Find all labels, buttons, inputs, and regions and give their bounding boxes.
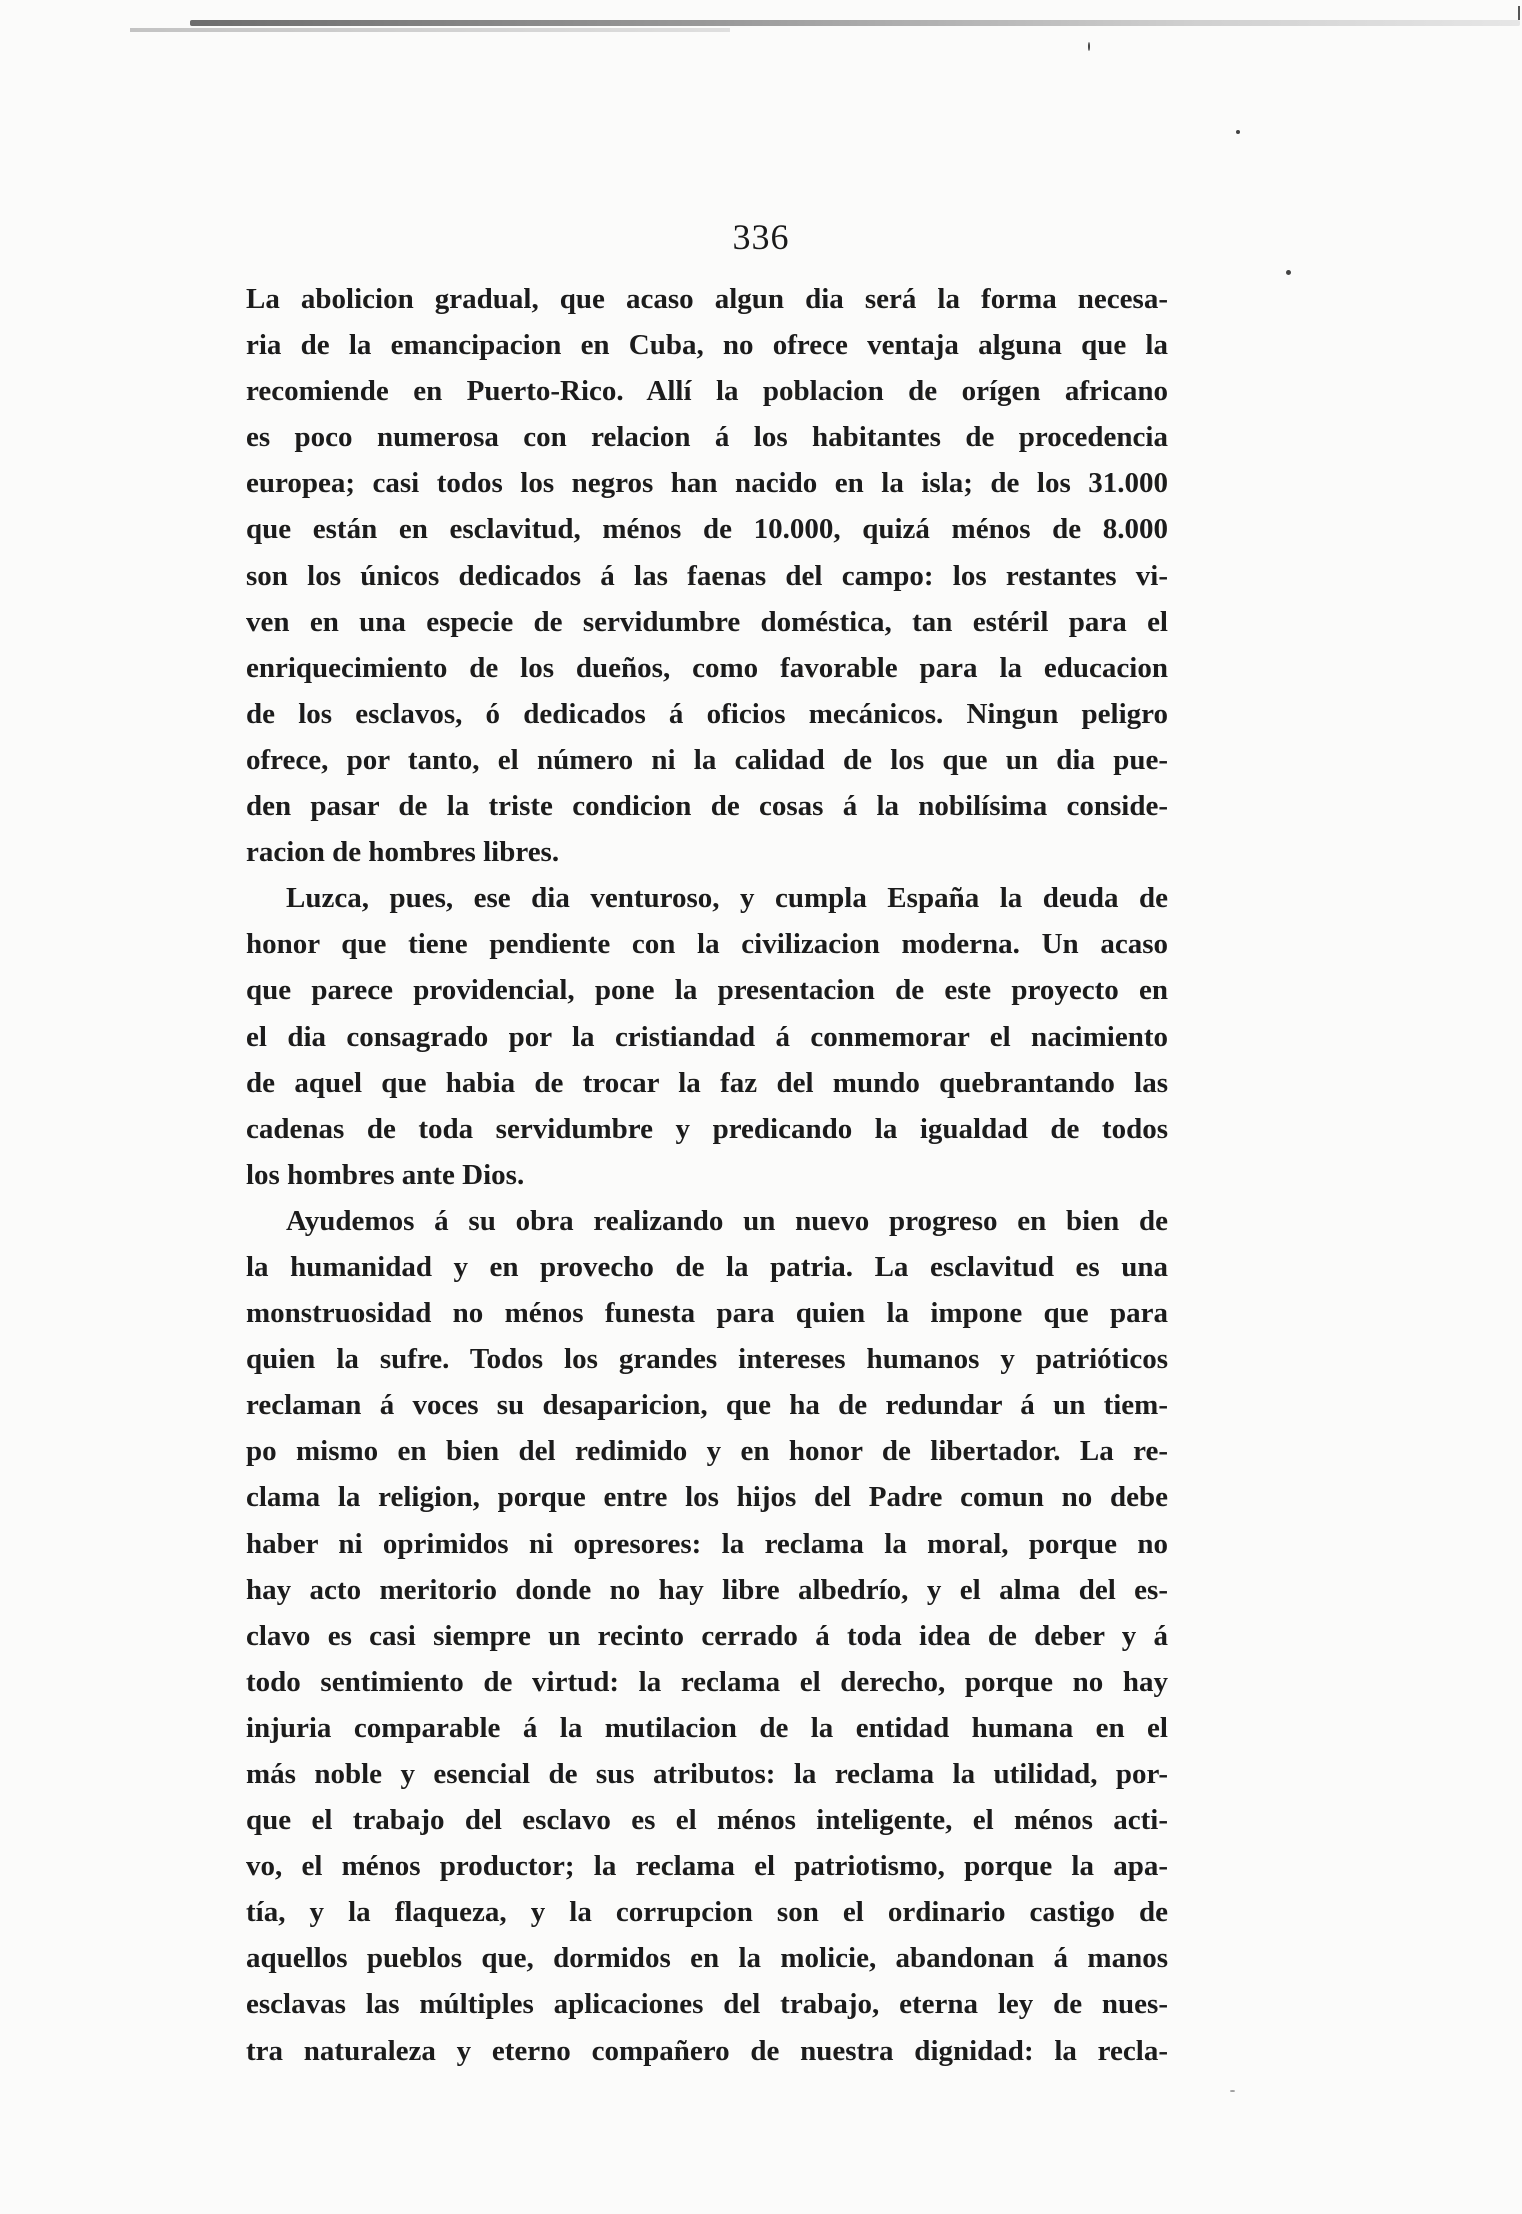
text-line: de aquel que habia de trocar la faz del mundo quebrantando las: [246, 1066, 1168, 1099]
text-line: po mismo en bien del redimido y en honor de libertador. La re-: [246, 1435, 1168, 1468]
text-line: aquellos pueblos que, dormidos en la molicie, abandonan á manos: [246, 1942, 1168, 1975]
text-line: tra naturaleza y eterno compañero de nuestra dignidad: la recla-: [246, 2034, 1168, 2067]
text-line: los hombres ante Dios.: [246, 1158, 525, 1191]
text-line: es poco numerosa con relacion á los habitantes de procedencia: [246, 421, 1168, 454]
dust-speck: [1286, 270, 1291, 275]
scan-edge-artifact: [130, 6, 1520, 36]
text-line: haber ni oprimidos ni opresores: la reclama la moral, porque no: [246, 1527, 1168, 1560]
dust-speck: [1230, 2090, 1235, 2092]
text-line: europea; casi todos los negros han nacido en la isla; de los 31.000: [246, 467, 1168, 500]
text-line: clama la religion, porque entre los hijos del Padre comun no debe: [246, 1481, 1168, 1514]
text-line: más noble y esencial de sus atributos: la reclama la utilidad, por-: [246, 1758, 1168, 1790]
body-text: [246, 276, 1168, 2074]
text-line: esclavas las múltiples aplicaciones del trabajo, eterna ley de nues-: [246, 1988, 1168, 2021]
text-line: clavo es casi siempre un recinto cerrado á toda idea de deber y á: [246, 1619, 1168, 1652]
text-line: de los esclavos, ó dedicados á oficios mecánicos. Ningun peligro: [246, 697, 1168, 730]
text-line: tía, y la flaqueza, y la corrupcion son el ordinario castigo de: [246, 1896, 1168, 1929]
text-line: honor que tiene pendiente con la civilizacion moderna. Un acaso: [246, 928, 1168, 961]
text-line: Luzca, pues, ese dia venturoso, y cumpla España la deuda de: [286, 882, 1168, 915]
text-line: son los únicos dedicados á las faenas del campo: los restantes vi-: [246, 559, 1168, 592]
text-line: hay acto meritorio donde no hay libre albedrío, y el alma del es-: [246, 1573, 1168, 1606]
text-line: La abolicion gradual, que acaso algun dia será la forma necesa-: [246, 283, 1168, 315]
text-line: injuria comparable á la mutilacion de la entidad humana en el: [246, 1711, 1168, 1744]
text-line: ven en una especie de servidumbre doméstica, tan estéril para el: [246, 605, 1168, 638]
text-line: monstruosidad no ménos funesta para quien la impone que para: [246, 1297, 1168, 1330]
page-number: 336: [732, 217, 790, 257]
text-line: que parece providencial, pone la presentacion de este proyecto en: [246, 974, 1168, 1007]
text-line: reclaman á voces su desaparicion, que ha de redundar á un tiem-: [246, 1389, 1168, 1422]
text-line: ria de la emancipacion en Cuba, no ofrece ventaja alguna que la: [246, 329, 1168, 362]
text-line: ofrece, por tanto, el número ni la calidad de los que un dia pue-: [246, 743, 1168, 776]
text-line: vo, el ménos productor; la reclama el patriotismo, porque la apa-: [246, 1850, 1168, 1883]
text-line: enriquecimiento de los dueños, como favorable para la educacion: [246, 651, 1168, 684]
text-line: cadenas de toda servidumbre y predicando la igualdad de todos: [246, 1112, 1168, 1145]
text-line: den pasar de la triste condicion de cosas á la nobilísima conside-: [246, 790, 1168, 823]
text-line: el dia consagrado por la cristiandad á conmemorar el nacimiento: [246, 1020, 1168, 1053]
text-line: que están en esclavitud, ménos de 10.000, quizá ménos de 8.000: [246, 513, 1168, 546]
dust-speck: [1236, 130, 1240, 134]
text-line: racion de hombres libres.: [246, 836, 560, 869]
scan-edge-shadow-thin: [130, 28, 730, 32]
text-line: todo sentimiento de virtud: la reclama el derecho, porque no hay: [246, 1665, 1168, 1698]
dust-speck: [1088, 42, 1090, 51]
text-line: la humanidad y en provecho de la patria. La esclavitud es una: [246, 1250, 1168, 1283]
text-line: que el trabajo del esclavo es el ménos inteligente, el ménos acti-: [246, 1804, 1168, 1837]
text-line: quien la sufre. Todos los grandes intereses humanos y patrióticos: [246, 1343, 1168, 1376]
text-line: Ayudemos á su obra realizando un nuevo progreso en bien de: [286, 1204, 1168, 1237]
scan-edge-shadow: [190, 20, 1520, 26]
text-line: recomiende en Puerto-Rico. Allí la poblacion de orígen africano: [246, 375, 1168, 408]
scan-edge-mark: [1518, 6, 1520, 20]
